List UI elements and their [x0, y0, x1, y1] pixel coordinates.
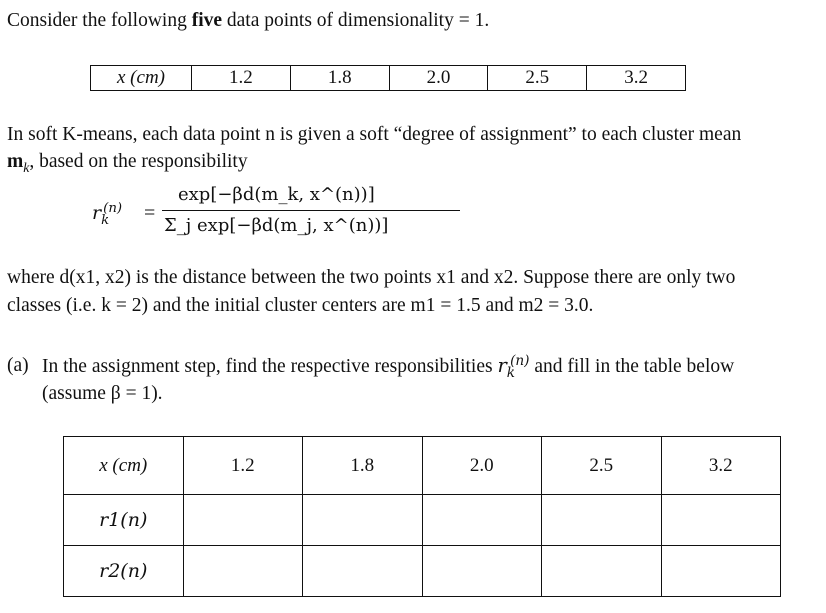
paragraph-line: classes (i.e. k = 2) and the initial cluster centers are m1 = 1.5 and m2 = 3.0.: [7, 295, 594, 316]
table-header-cell: x (cm): [91, 66, 192, 91]
question-line: In the assignment step, find the respective responsibilities $r_k^{(n)}$ and fill in the table below: [42, 352, 735, 381]
table-cell: 2.5: [542, 437, 662, 495]
answer-cell[interactable]: [661, 546, 781, 597]
table-cell: 1.8: [290, 66, 389, 91]
table-cell: 2.0: [422, 437, 542, 495]
intro-bold-word: five: [191, 10, 223, 31]
table-row: [64, 495, 781, 546]
table-row: [64, 546, 781, 597]
formula-lhs: $r_k^{(n)}$: [92, 200, 123, 228]
paragraph-text: , based on the responsibility: [29, 151, 248, 172]
table-cell: 2.0: [389, 66, 488, 91]
table-cell: 2.5: [488, 66, 587, 91]
row-label-r2: r2(n): [64, 546, 184, 597]
table-cell: 3.2: [661, 437, 781, 495]
formula-numerator: exp[−βd(m_k, x^(n))]: [178, 184, 375, 205]
responsibility-formula: [92, 180, 392, 250]
intro-part2: data points of dimensionality = 1.: [222, 10, 490, 31]
table-header-cell: x (cm): [64, 437, 184, 495]
question-line: (assume β = 1).: [42, 383, 163, 404]
intro-text: [7, 11, 489, 31]
fraction-bar: [162, 210, 460, 211]
answer-table: [63, 436, 781, 597]
answer-cell[interactable]: [661, 495, 781, 546]
answer-cell[interactable]: [183, 495, 303, 546]
intro-part1: Consider the following: [7, 10, 192, 31]
answer-cell[interactable]: [542, 495, 662, 546]
paragraph-line: where d(x1, x2) is the distance between the two points x1 and x2. Suppose there are only two: [7, 267, 736, 288]
mean-subscript: k: [23, 159, 30, 175]
row-label-r1: r1(n): [64, 495, 184, 546]
table-row: [91, 66, 686, 91]
table-row: [64, 437, 781, 495]
answer-cell[interactable]: [542, 546, 662, 597]
answer-cell[interactable]: [422, 546, 542, 597]
responsibility-symbol: $r_k^{(n)}$: [497, 352, 530, 381]
formula-denominator: Σ_j exp[−βd(m_j, x^(n))]: [164, 215, 389, 236]
paragraph-line: [7, 151, 248, 175]
answer-cell[interactable]: [422, 495, 542, 546]
table-cell: 1.2: [183, 437, 303, 495]
paragraph-line: In soft K-means, each data point n is given a soft “degree of assignment” to each cluster mean: [7, 124, 742, 145]
answer-cell[interactable]: [303, 546, 423, 597]
answer-cell[interactable]: [303, 495, 423, 546]
answer-cell[interactable]: [183, 546, 303, 597]
question-label: (a): [7, 355, 29, 376]
formula-equals: =: [144, 202, 156, 224]
table-cell: 1.2: [192, 66, 291, 91]
data-points-table: [90, 65, 686, 91]
mean-symbol: m: [7, 151, 24, 172]
table-cell: 3.2: [587, 66, 686, 91]
table-cell: 1.8: [303, 437, 423, 495]
